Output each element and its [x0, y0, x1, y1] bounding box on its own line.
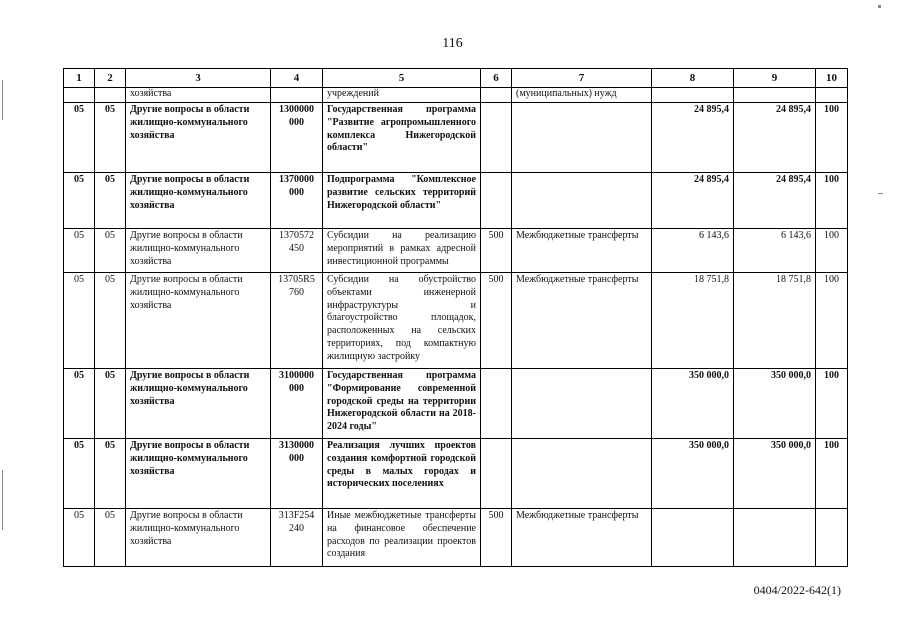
percent-executed: [816, 509, 848, 567]
amount-planned: 24 895,4: [652, 103, 734, 173]
header-row: [64, 69, 848, 88]
percent-executed: 100: [816, 273, 848, 369]
section-code: 05: [64, 369, 95, 439]
amount-planned: 350 000,0: [652, 369, 734, 439]
subsection-code: 05: [95, 369, 126, 439]
amount-planned: [652, 509, 734, 567]
table-cell: [481, 88, 512, 103]
section-name: Другие вопросы в области жилищно-коммунального хозяйства: [126, 103, 271, 173]
subsection-code: 05: [95, 229, 126, 273]
article-name: Государственная программа "Развитие агропромышленного комплекса Нижегородской области": [323, 103, 481, 173]
section-code: 05: [64, 103, 95, 173]
subsection-code: 05: [95, 273, 126, 369]
section-code: 05: [64, 273, 95, 369]
expense-type-name: [512, 369, 652, 439]
section-name: Другие вопросы в области жилищно-коммунального хозяйства: [126, 273, 271, 369]
expense-type-name: [512, 173, 652, 229]
subsection-code: 05: [95, 509, 126, 567]
table-cell: [95, 88, 126, 103]
target-article: 1370000 000: [271, 173, 323, 229]
header-cell: 2: [95, 69, 126, 88]
amount-executed: 350 000,0: [734, 439, 816, 509]
section-code: 05: [64, 173, 95, 229]
amount-executed: 6 143,6: [734, 229, 816, 273]
table-row: [64, 103, 848, 173]
continuation-row: [64, 88, 848, 103]
expense-type-name: [512, 439, 652, 509]
expense-type-name: [512, 103, 652, 173]
table-cell: [652, 88, 734, 103]
header-cell: 3: [126, 69, 271, 88]
header-cell: 1: [64, 69, 95, 88]
amount-planned: 350 000,0: [652, 439, 734, 509]
table-cell: учреждений: [323, 88, 481, 103]
section-code: 05: [64, 509, 95, 567]
expense-type-code: 500: [481, 229, 512, 273]
scan-artifact: [2, 80, 3, 120]
page-number: 116: [442, 36, 463, 51]
percent-executed: 100: [816, 173, 848, 229]
target-article: 3100000 000: [271, 369, 323, 439]
article-name: Иные межбюджетные трансферты на финансовое обеспечение расходов по реализации проектов создания: [323, 509, 481, 567]
expense-type-code: [481, 369, 512, 439]
percent-executed: 100: [816, 439, 848, 509]
article-name: Государственная программа "Формирование современной городской среды на территории Нижегородской области на 2018-2024 годы": [323, 369, 481, 439]
article-name: Реализация лучших проектов создания комфортной городской среды в малых городах и исторических поселениях: [323, 439, 481, 509]
header-cell: 6: [481, 69, 512, 88]
amount-executed: 24 895,4: [734, 103, 816, 173]
section-name: Другие вопросы в области жилищно-коммунального хозяйства: [126, 509, 271, 567]
expense-type-code: [481, 439, 512, 509]
scan-artifact: [878, 193, 883, 194]
budget-table: [63, 68, 848, 567]
article-name: Субсидии на реализацию мероприятий в рамках адресной инвестиционной программы: [323, 229, 481, 273]
percent-executed: 100: [816, 369, 848, 439]
amount-planned: 24 895,4: [652, 173, 734, 229]
scan-artifact: [878, 5, 881, 8]
header-cell: 5: [323, 69, 481, 88]
amount-executed: [734, 509, 816, 567]
expense-type-code: 500: [481, 273, 512, 369]
amount-planned: 18 751,8: [652, 273, 734, 369]
subsection-code: 05: [95, 439, 126, 509]
subsection-code: 05: [95, 173, 126, 229]
section-code: 05: [64, 439, 95, 509]
document-code: 0404/2022-642(1): [753, 583, 841, 597]
target-article: 313F254 240: [271, 509, 323, 567]
table-cell: [64, 88, 95, 103]
section-name: Другие вопросы в области жилищно-коммунального хозяйства: [126, 229, 271, 273]
header-cell: 9: [734, 69, 816, 88]
percent-executed: 100: [816, 229, 848, 273]
target-article: 13705R5 760: [271, 273, 323, 369]
table-row: [64, 439, 848, 509]
header-cell: 8: [652, 69, 734, 88]
percent-executed: 100: [816, 103, 848, 173]
table-cell: (муниципальных) нужд: [512, 88, 652, 103]
subsection-code: 05: [95, 103, 126, 173]
table-cell: [816, 88, 848, 103]
section-code: 05: [64, 229, 95, 273]
table-row: [64, 229, 848, 273]
expense-type-name: Межбюджетные трансферты: [512, 509, 652, 567]
expense-type-name: Межбюджетные трансферты: [512, 273, 652, 369]
header-cell: 4: [271, 69, 323, 88]
expense-type-code: [481, 103, 512, 173]
target-article: 1300000 000: [271, 103, 323, 173]
section-name: Другие вопросы в области жилищно-коммунального хозяйства: [126, 173, 271, 229]
amount-planned: 6 143,6: [652, 229, 734, 273]
section-name: Другие вопросы в области жилищно-коммунального хозяйства: [126, 369, 271, 439]
table-row: [64, 173, 848, 229]
expense-type-code: [481, 173, 512, 229]
target-article: 3130000 000: [271, 439, 323, 509]
article-name: Подпрограмма "Комплексное развитие сельских территорий Нижегородской области": [323, 173, 481, 229]
header-cell: 7: [512, 69, 652, 88]
table-cell: [271, 88, 323, 103]
scan-artifact: [2, 470, 3, 530]
amount-executed: 24 895,4: [734, 173, 816, 229]
amount-executed: 18 751,8: [734, 273, 816, 369]
table-cell: хозяйства: [126, 88, 271, 103]
table-row: [64, 509, 848, 567]
article-name: Субсидии на обустройство объектами инженерной инфраструктуры и благоустройство площадок, расположенных на сельских территориях, под компактную жилищную застройку: [323, 273, 481, 369]
table-cell: [734, 88, 816, 103]
amount-executed: 350 000,0: [734, 369, 816, 439]
table-row: [64, 273, 848, 369]
target-article: 1370572 450: [271, 229, 323, 273]
expense-type-name: Межбюджетные трансферты: [512, 229, 652, 273]
table-row: [64, 369, 848, 439]
section-name: Другие вопросы в области жилищно-коммунального хозяйства: [126, 439, 271, 509]
expense-type-code: 500: [481, 509, 512, 567]
header-cell: 10: [816, 69, 848, 88]
